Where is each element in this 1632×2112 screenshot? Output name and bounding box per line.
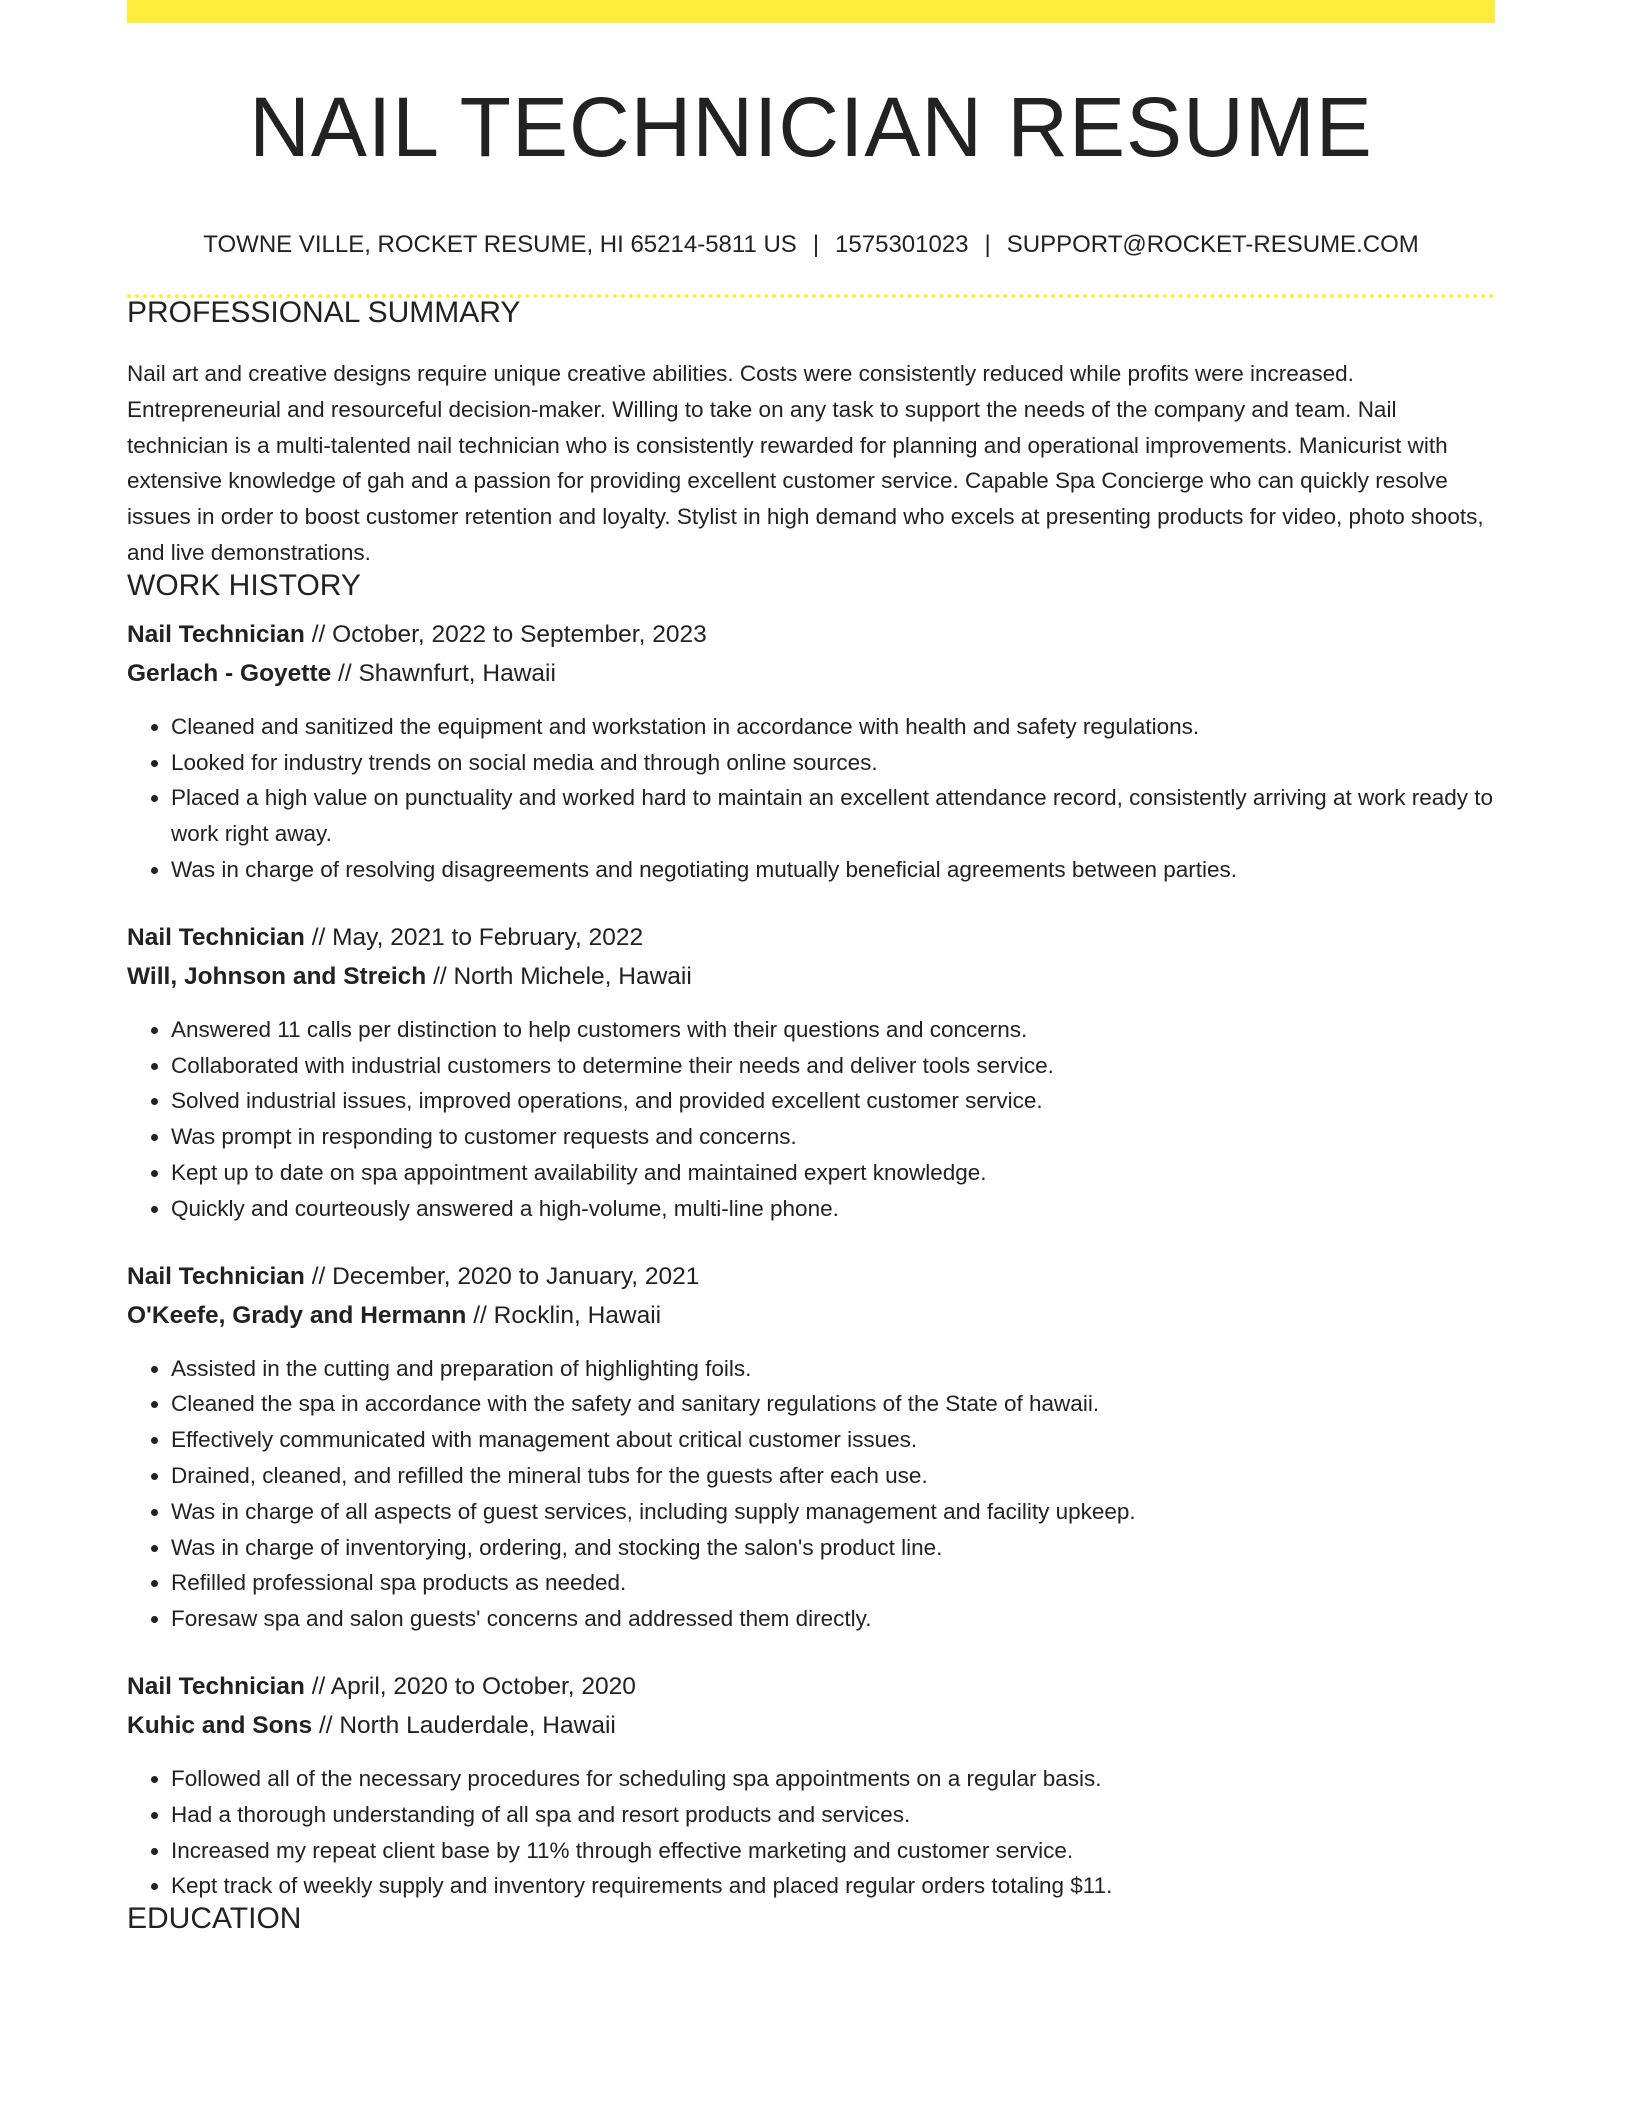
job-title-line: [127, 1262, 1495, 1290]
work-history-list: [127, 620, 1495, 1904]
duty-item: • Collaborated with industrial customers to determine their needs and deliver tools service.: [171, 1048, 1495, 1084]
duty-item: • Cleaned the spa in accordance with the safety and sanitary regulations of the State of hawaii.: [171, 1386, 1495, 1422]
job-location: // North Michele, Hawaii: [426, 963, 692, 991]
job-entry: [127, 1262, 1495, 1637]
job-company-line: [127, 662, 1495, 687]
job-entry: [127, 923, 1495, 1227]
job-title: Nail Technician: [127, 1672, 305, 1700]
job-entry: [127, 620, 1495, 888]
duty-item: • Placed a high value on punctuality and worked hard to maintain an excellent attendance record, consistently arriving at work ready to work right away.: [171, 780, 1495, 852]
contact-address: TOWNE VILLE, ROCKET RESUME, HI 65214-5811 US: [203, 231, 797, 258]
job-location: // North Lauderdale, Hawaii: [312, 1712, 616, 1740]
job-dates: // October, 2022 to September, 2023: [304, 620, 707, 648]
summary-text: Nail art and creative designs require unique creative abilities. Costs were consistently reduced while profits were increased. Entrepreneurial and resourceful decision-maker. Willing to take on any task to support the needs of the company and team. Nail technician is a multi-talented nail technician who is consistently rewarded for planning and operational improvements. Manicurist with extensive knowledge of gah and a passion for providing excellent customer service. Capable Spa Concierge who can quickly resolve issues in order to boost customer retention and loyalty. Stylist in high demand who excels at presenting products for video, photo shoots, and live demonstrations.: [127, 361, 1484, 565]
contact-line: [127, 233, 1495, 257]
job-dates: // April, 2020 to October, 2020: [304, 1672, 636, 1700]
duty-list: [127, 1761, 1495, 1904]
job-company-line: [127, 1714, 1495, 1739]
job-title-line: [127, 923, 1495, 951]
job-company: O'Keefe, Grady and Hermann: [127, 1302, 467, 1330]
duty-item: • Refilled professional spa products as needed.: [171, 1565, 1495, 1601]
duty-item: • Followed all of the necessary procedures for scheduling spa appointments on a regular basis.: [171, 1761, 1495, 1797]
job-title-line: [127, 620, 1495, 648]
duty-item: • Assisted in the cutting and preparation of highlighting foils.: [171, 1351, 1495, 1387]
contact-phone: 1575301023: [835, 231, 969, 258]
duty-item: • Kept up to date on spa appointment availability and maintained expert knowledge.: [171, 1155, 1495, 1191]
duty-list: [127, 709, 1495, 888]
job-company: Kuhic and Sons: [127, 1712, 313, 1740]
duty-list: [127, 1351, 1495, 1637]
duty-list: [127, 1012, 1495, 1227]
contact-separator: |: [984, 231, 991, 258]
duty-item: • Drained, cleaned, and refilled the mineral tubs for the guests after each use.: [171, 1458, 1495, 1494]
duty-item: • Was prompt in responding to customer requests and concerns.: [171, 1119, 1495, 1155]
duty-item: • Kept track of weekly supply and inventory requirements and placed regular orders totaling $11.: [171, 1868, 1495, 1904]
job-company-line: [127, 965, 1495, 990]
accent-top-bar: [127, 0, 1495, 23]
job-location: // Shawnfurt, Hawaii: [331, 660, 556, 688]
job-company: Gerlach - Goyette: [127, 660, 332, 688]
duty-item: • Foresaw spa and salon guests' concerns and addressed them directly.: [171, 1601, 1495, 1637]
duty-item: • Quickly and courteously answered a high-volume, multi-line phone.: [171, 1191, 1495, 1227]
job-title-line: [127, 1672, 1495, 1700]
duty-item: • Increased my repeat client base by 11% through effective marketing and customer service.: [171, 1833, 1495, 1869]
job-title: Nail Technician: [127, 620, 305, 648]
job-company-line: [127, 1304, 1495, 1329]
job-title: Nail Technician: [127, 923, 305, 951]
summary-heading: PROFESSIONAL SUMMARY: [127, 296, 521, 329]
duty-item: • Effectively communicated with management about critical customer issues.: [171, 1422, 1495, 1458]
duty-item: • Looked for industry trends on social media and through online sources.: [171, 745, 1495, 781]
duty-item: • Solved industrial issues, improved operations, and provided excellent customer service.: [171, 1083, 1495, 1119]
duty-item: • Was in charge of all aspects of guest services, including supply management and facility upkeep.: [171, 1494, 1495, 1530]
duty-item: • Had a thorough understanding of all spa and resort products and services.: [171, 1797, 1495, 1833]
duty-item: • Answered 11 calls per distinction to help customers with their questions and concerns.: [171, 1012, 1495, 1048]
job-entry: [127, 1672, 1495, 1904]
education-heading: EDUCATION: [127, 1902, 302, 1936]
job-dates: // December, 2020 to January, 2021: [304, 1262, 700, 1290]
contact-email: SUPPORT@ROCKET-RESUME.COM: [1006, 231, 1419, 258]
duty-item: • Cleaned and sanitized the equipment and workstation in accordance with health and safety regulations.: [171, 709, 1495, 745]
duty-item: • Was in charge of resolving disagreements and negotiating mutually beneficial agreements between parties.: [171, 852, 1495, 888]
resume-page: [127, 0, 1495, 1934]
duty-item: • Was in charge of inventorying, ordering, and stocking the salon's product line.: [171, 1530, 1495, 1566]
job-company: Will, Johnson and Streich: [127, 963, 427, 991]
job-dates: // May, 2021 to February, 2022: [304, 923, 644, 951]
contact-separator: |: [812, 231, 820, 258]
resume-title: NAIL TECHNICIAN RESUME: [249, 80, 1373, 174]
job-location: // Rocklin, Hawaii: [466, 1302, 662, 1330]
job-title: Nail Technician: [127, 1262, 305, 1290]
work-history-heading: WORK HISTORY: [127, 568, 361, 602]
